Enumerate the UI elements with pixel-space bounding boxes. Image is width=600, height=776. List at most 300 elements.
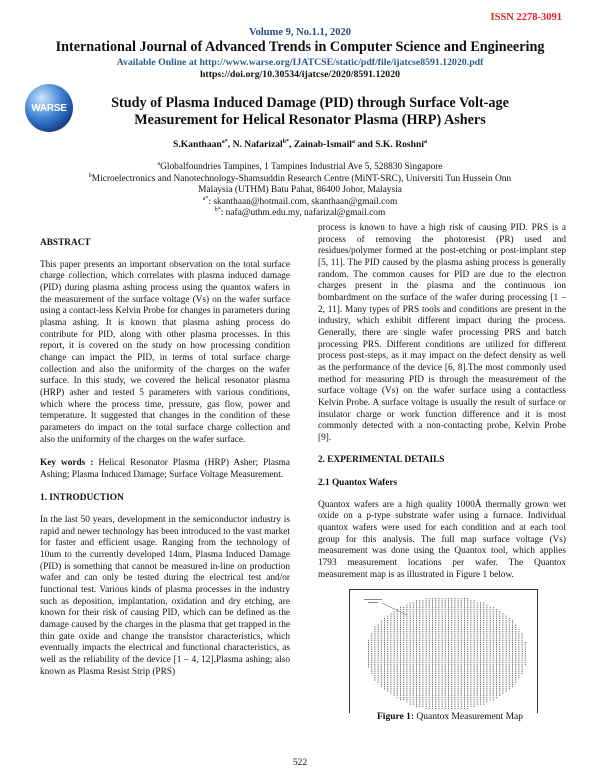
measurement-point xyxy=(442,638,443,639)
measurement-point xyxy=(496,679,497,680)
measurement-point xyxy=(464,649,465,650)
measurement-point xyxy=(458,613,459,614)
measurement-point xyxy=(474,657,475,658)
measurement-point xyxy=(432,644,433,645)
measurement-point xyxy=(474,697,475,698)
measurement-point xyxy=(445,642,446,643)
measurement-point xyxy=(486,688,487,689)
measurement-point xyxy=(403,627,404,628)
measurement-point xyxy=(406,684,407,685)
measurement-point xyxy=(442,633,443,634)
measurement-point xyxy=(493,633,494,634)
measurement-point xyxy=(406,642,407,643)
measurement-point xyxy=(394,620,395,621)
measurement-point xyxy=(429,616,430,617)
measurement-point xyxy=(467,675,468,676)
measurement-point xyxy=(445,649,446,650)
measurement-point xyxy=(490,607,491,608)
measurement-point xyxy=(426,602,427,603)
measurement-point xyxy=(474,613,475,614)
measurement-point xyxy=(509,666,510,667)
measurement-point xyxy=(506,682,507,683)
measurement-point xyxy=(502,693,503,694)
measurement-point xyxy=(410,693,411,694)
measurement-point xyxy=(390,662,391,663)
measurement-point xyxy=(403,624,404,625)
measurement-point xyxy=(515,662,516,663)
measurement-point xyxy=(518,666,519,667)
measurement-point xyxy=(499,686,500,687)
measurement-point xyxy=(371,662,372,663)
measurement-point xyxy=(477,644,478,645)
measurement-point xyxy=(378,629,379,630)
measurement-point xyxy=(518,635,519,636)
measurement-point xyxy=(458,708,459,709)
measurement-point xyxy=(483,697,484,698)
measurement-point xyxy=(416,649,417,650)
measurement-point xyxy=(381,668,382,669)
measurement-point xyxy=(451,657,452,658)
measurement-point xyxy=(438,679,439,680)
measurement-point xyxy=(445,651,446,652)
measurement-point xyxy=(512,640,513,641)
measurement-point xyxy=(416,618,417,619)
measurement-point xyxy=(429,629,430,630)
measurement-point xyxy=(374,651,375,652)
measurement-point xyxy=(483,624,484,625)
available-link[interactable]: Available Online at http://www.warse.org/IJATCSE/static/pdf/file/ijatcse8591.12020.pdf xyxy=(116,57,484,68)
measurement-point xyxy=(480,644,481,645)
measurement-point xyxy=(448,688,449,689)
measurement-point xyxy=(451,649,452,650)
measurement-point xyxy=(381,627,382,628)
measurement-point xyxy=(502,618,503,619)
measurement-point xyxy=(435,646,436,647)
measurement-point xyxy=(422,666,423,667)
measurement-point xyxy=(474,704,475,705)
measurement-point xyxy=(413,651,414,652)
measurement-point xyxy=(422,644,423,645)
measurement-point xyxy=(400,657,401,658)
measurement-point xyxy=(467,693,468,694)
measurement-point xyxy=(400,660,401,661)
measurement-point xyxy=(502,633,503,634)
measurement-point xyxy=(499,620,500,621)
measurement-point xyxy=(451,624,452,625)
measurement-point xyxy=(454,629,455,630)
measurement-point xyxy=(378,655,379,656)
measurement-point xyxy=(448,699,449,700)
measurement-point xyxy=(502,660,503,661)
measurement-point xyxy=(387,682,388,683)
measurement-point xyxy=(390,682,391,683)
measurement-point xyxy=(464,682,465,683)
measurement-point xyxy=(467,653,468,654)
measurement-point xyxy=(378,649,379,650)
measurement-point xyxy=(442,640,443,641)
measurement-point xyxy=(435,660,436,661)
measurement-point xyxy=(448,704,449,705)
measurement-point xyxy=(426,699,427,700)
measurement-point xyxy=(509,660,510,661)
measurement-point xyxy=(432,620,433,621)
measurement-point xyxy=(477,613,478,614)
measurement-point xyxy=(448,642,449,643)
measurement-point xyxy=(432,699,433,700)
measurement-point xyxy=(429,704,430,705)
measurement-point xyxy=(474,655,475,656)
measurement-point xyxy=(467,620,468,621)
measurement-point xyxy=(496,640,497,641)
measurement-point xyxy=(458,706,459,707)
measurement-point xyxy=(493,690,494,691)
measurement-point xyxy=(422,675,423,676)
measurement-point xyxy=(499,618,500,619)
measurement-point xyxy=(451,646,452,647)
measurement-point xyxy=(406,627,407,628)
measurement-point xyxy=(448,693,449,694)
measurement-point xyxy=(438,646,439,647)
measurement-point xyxy=(422,600,423,601)
measurement-point xyxy=(406,620,407,621)
measurement-point xyxy=(467,660,468,661)
measurement-point xyxy=(432,627,433,628)
measurement-point xyxy=(400,677,401,678)
measurement-point xyxy=(442,708,443,709)
measurement-point xyxy=(394,655,395,656)
measurement-point xyxy=(464,611,465,612)
measurement-point xyxy=(512,684,513,685)
measurement-point xyxy=(442,666,443,667)
measurement-point xyxy=(413,607,414,608)
measurement-point xyxy=(454,620,455,621)
measurement-point xyxy=(525,664,526,665)
measurement-point xyxy=(486,677,487,678)
measurement-point xyxy=(416,613,417,614)
measurement-point xyxy=(454,688,455,689)
measurement-point xyxy=(429,646,430,647)
measurement-point xyxy=(467,609,468,610)
measurement-point xyxy=(474,673,475,674)
measurement-point xyxy=(371,666,372,667)
measurement-point xyxy=(442,651,443,652)
measurement-point xyxy=(416,682,417,683)
measurement-point xyxy=(496,693,497,694)
measurement-point xyxy=(384,664,385,665)
measurement-point xyxy=(490,651,491,652)
measurement-point xyxy=(506,642,507,643)
measurement-point xyxy=(390,653,391,654)
measurement-point xyxy=(384,655,385,656)
abstract-text: This paper presents an important observation on the total surface charge collection, which correlates with plasma induced damage (PID) during plasma ashing process using the quantox wafers in the measurement of the surface voltage (Vs) on the wafer surface using a contact-less Kelvin Probe for changes in parameters during plasma ashing. It is known that plasma ashing process do contribute for PID, along with other plasma processes. In this report, it is covered on the study on how processing condition change can impact the PID, in terms of total surface charge collection and also the uniformity of the charges on the wafer surface. In this study, we covered the helical resonator plasma (HRP) asher and tested 5 parameters with various conditions, which where the process time, pressure, gas flow, power and temperature. It suggested that changes in the condition of these parameters do impact on the total surface charge collection and also the uniformity of the charges on the wafer surface. xyxy=(40,259,290,445)
abstract-heading: ABSTRACT xyxy=(40,238,91,248)
measurement-point xyxy=(477,679,478,680)
measurement-point xyxy=(438,635,439,636)
measurement-point xyxy=(518,649,519,650)
measurement-point xyxy=(419,635,420,636)
measurement-point xyxy=(432,682,433,683)
measurement-point xyxy=(445,620,446,621)
measurement-point xyxy=(512,666,513,667)
measurement-point xyxy=(458,602,459,603)
measurement-point xyxy=(422,655,423,656)
measurement-point xyxy=(461,657,462,658)
measurement-point xyxy=(403,668,404,669)
paper-title: Study of Plasma Induced Damage (PID) through Surface Volt-age Measurement for Helical Resonator Plasma (HRP) Ashers xyxy=(111,95,509,128)
measurement-point xyxy=(470,706,471,707)
measurement-point xyxy=(458,677,459,678)
measurement-point xyxy=(422,677,423,678)
measurement-point xyxy=(448,611,449,612)
measurement-point xyxy=(416,640,417,641)
measurement-point xyxy=(429,673,430,674)
measurement-point xyxy=(448,690,449,691)
measurement-point xyxy=(467,684,468,685)
measurement-point xyxy=(464,631,465,632)
measurement-point xyxy=(400,616,401,617)
measurement-point xyxy=(378,666,379,667)
measurement-point xyxy=(454,616,455,617)
measurement-point xyxy=(464,679,465,680)
measurement-point xyxy=(416,646,417,647)
measurement-point xyxy=(499,675,500,676)
measurement-point xyxy=(429,627,430,628)
measurement-point xyxy=(509,682,510,683)
measurement-point xyxy=(419,607,420,608)
measurement-point xyxy=(387,644,388,645)
measurement-point xyxy=(458,699,459,700)
measurement-point xyxy=(448,627,449,628)
measurement-point xyxy=(390,616,391,617)
measurement-point xyxy=(451,664,452,665)
measurement-point xyxy=(397,697,398,698)
measurement-point xyxy=(419,664,420,665)
measurement-point xyxy=(490,638,491,639)
measurement-point xyxy=(384,679,385,680)
measurement-point xyxy=(429,618,430,619)
measurement-point xyxy=(461,633,462,634)
measurement-point xyxy=(384,633,385,634)
measurement-point xyxy=(381,651,382,652)
measurement-point xyxy=(512,651,513,652)
measurement-point xyxy=(374,662,375,663)
measurement-point xyxy=(496,644,497,645)
measurement-point xyxy=(394,631,395,632)
measurement-point xyxy=(496,613,497,614)
measurement-point xyxy=(522,635,523,636)
measurement-point xyxy=(384,668,385,669)
measurement-point xyxy=(483,684,484,685)
measurement-point xyxy=(435,704,436,705)
measurement-point xyxy=(435,644,436,645)
measurement-point xyxy=(416,697,417,698)
measurement-point xyxy=(480,679,481,680)
measurement-point xyxy=(483,640,484,641)
measurement-point xyxy=(483,629,484,630)
measurement-point xyxy=(477,624,478,625)
measurement-point xyxy=(480,677,481,678)
measurement-point xyxy=(451,642,452,643)
measurement-point xyxy=(490,682,491,683)
measurement-point xyxy=(432,600,433,601)
measurement-point xyxy=(467,602,468,603)
measurement-point xyxy=(406,693,407,694)
measurement-point xyxy=(442,706,443,707)
measurement-point xyxy=(432,605,433,606)
measurement-point xyxy=(518,633,519,634)
measurement-point xyxy=(419,657,420,658)
measurement-point xyxy=(499,642,500,643)
measurement-point xyxy=(432,613,433,614)
measurement-point xyxy=(435,640,436,641)
measurement-point xyxy=(493,616,494,617)
measurement-point xyxy=(483,651,484,652)
measurement-point xyxy=(467,607,468,608)
measurement-point xyxy=(416,642,417,643)
measurement-point xyxy=(470,644,471,645)
measurement-point xyxy=(445,695,446,696)
measurement-point xyxy=(374,675,375,676)
measurement-point xyxy=(461,695,462,696)
measurement-point xyxy=(445,677,446,678)
measurement-point xyxy=(486,640,487,641)
measurement-point xyxy=(464,668,465,669)
measurement-point xyxy=(381,677,382,678)
measurement-point xyxy=(470,653,471,654)
measurement-point xyxy=(390,631,391,632)
measurement-point xyxy=(432,653,433,654)
measurement-point xyxy=(410,620,411,621)
measurement-point xyxy=(512,624,513,625)
measurement-point xyxy=(454,706,455,707)
measurement-point xyxy=(419,673,420,674)
measurement-point xyxy=(426,666,427,667)
measurement-point xyxy=(416,631,417,632)
measurement-point xyxy=(470,638,471,639)
measurement-point xyxy=(451,688,452,689)
measurement-point xyxy=(429,686,430,687)
measurement-point xyxy=(496,616,497,617)
measurement-point xyxy=(400,609,401,610)
measurement-point xyxy=(387,686,388,687)
measurement-point xyxy=(477,664,478,665)
measurement-point xyxy=(422,605,423,606)
measurement-point xyxy=(467,624,468,625)
measurement-point xyxy=(461,686,462,687)
measurement-point xyxy=(406,673,407,674)
measurement-point xyxy=(493,640,494,641)
measurement-point xyxy=(490,693,491,694)
measurement-point xyxy=(390,618,391,619)
measurement-point xyxy=(454,635,455,636)
measurement-point xyxy=(442,664,443,665)
measurement-point xyxy=(509,627,510,628)
measurement-point xyxy=(461,697,462,698)
measurement-point xyxy=(442,611,443,612)
measurement-point xyxy=(480,682,481,683)
measurement-point xyxy=(438,682,439,683)
measurement-point xyxy=(461,675,462,676)
measurement-point xyxy=(512,638,513,639)
measurement-point xyxy=(394,671,395,672)
measurement-point xyxy=(374,629,375,630)
measurement-point xyxy=(394,649,395,650)
measurement-point xyxy=(512,629,513,630)
measurement-point xyxy=(506,671,507,672)
measurement-point xyxy=(506,638,507,639)
measurement-point xyxy=(394,690,395,691)
measurement-point xyxy=(429,682,430,683)
measurement-point xyxy=(432,701,433,702)
measurement-point xyxy=(480,638,481,639)
measurement-point xyxy=(400,646,401,647)
measurement-point xyxy=(458,675,459,676)
measurement-point xyxy=(403,657,404,658)
measurement-point xyxy=(426,684,427,685)
measurement-point xyxy=(493,695,494,696)
measurement-point xyxy=(429,675,430,676)
measurement-point xyxy=(445,686,446,687)
doi-link[interactable]: https://doi.org/10.30534/ijatcse/2020/8591.12020 xyxy=(199,69,400,80)
measurement-point xyxy=(522,640,523,641)
measurement-point xyxy=(448,646,449,647)
measurement-point xyxy=(496,697,497,698)
measurement-point xyxy=(445,662,446,663)
measurement-point xyxy=(413,664,414,665)
measurement-point xyxy=(454,704,455,705)
measurement-point xyxy=(410,660,411,661)
measurement-point xyxy=(413,627,414,628)
measurement-point xyxy=(477,631,478,632)
measurement-point xyxy=(490,633,491,634)
measurement-point xyxy=(480,673,481,674)
measurement-point xyxy=(480,620,481,621)
measurement-point xyxy=(474,627,475,628)
measurement-point xyxy=(451,638,452,639)
measurement-point xyxy=(422,679,423,680)
measurement-point xyxy=(518,651,519,652)
measurement-point xyxy=(384,638,385,639)
measurement-point xyxy=(522,664,523,665)
measurement-point xyxy=(429,660,430,661)
measurement-point xyxy=(474,662,475,663)
measurement-point xyxy=(426,653,427,654)
measurement-point xyxy=(490,662,491,663)
measurement-point xyxy=(429,690,430,691)
measurement-point xyxy=(387,664,388,665)
measurement-point xyxy=(442,618,443,619)
measurement-point xyxy=(464,613,465,614)
measurement-point xyxy=(422,624,423,625)
measurement-point xyxy=(390,684,391,685)
measurement-point xyxy=(422,649,423,650)
measurement-point xyxy=(378,644,379,645)
measurement-point xyxy=(419,688,420,689)
measurement-point xyxy=(438,651,439,652)
measurement-point xyxy=(499,613,500,614)
measurement-point xyxy=(387,657,388,658)
measurement-point xyxy=(454,675,455,676)
measurement-point xyxy=(429,611,430,612)
measurement-point xyxy=(381,633,382,634)
measurement-point xyxy=(518,671,519,672)
measurement-point xyxy=(474,671,475,672)
measurement-point xyxy=(381,638,382,639)
measurement-point xyxy=(381,664,382,665)
measurement-point xyxy=(474,622,475,623)
measurement-point xyxy=(403,664,404,665)
measurement-point xyxy=(493,653,494,654)
